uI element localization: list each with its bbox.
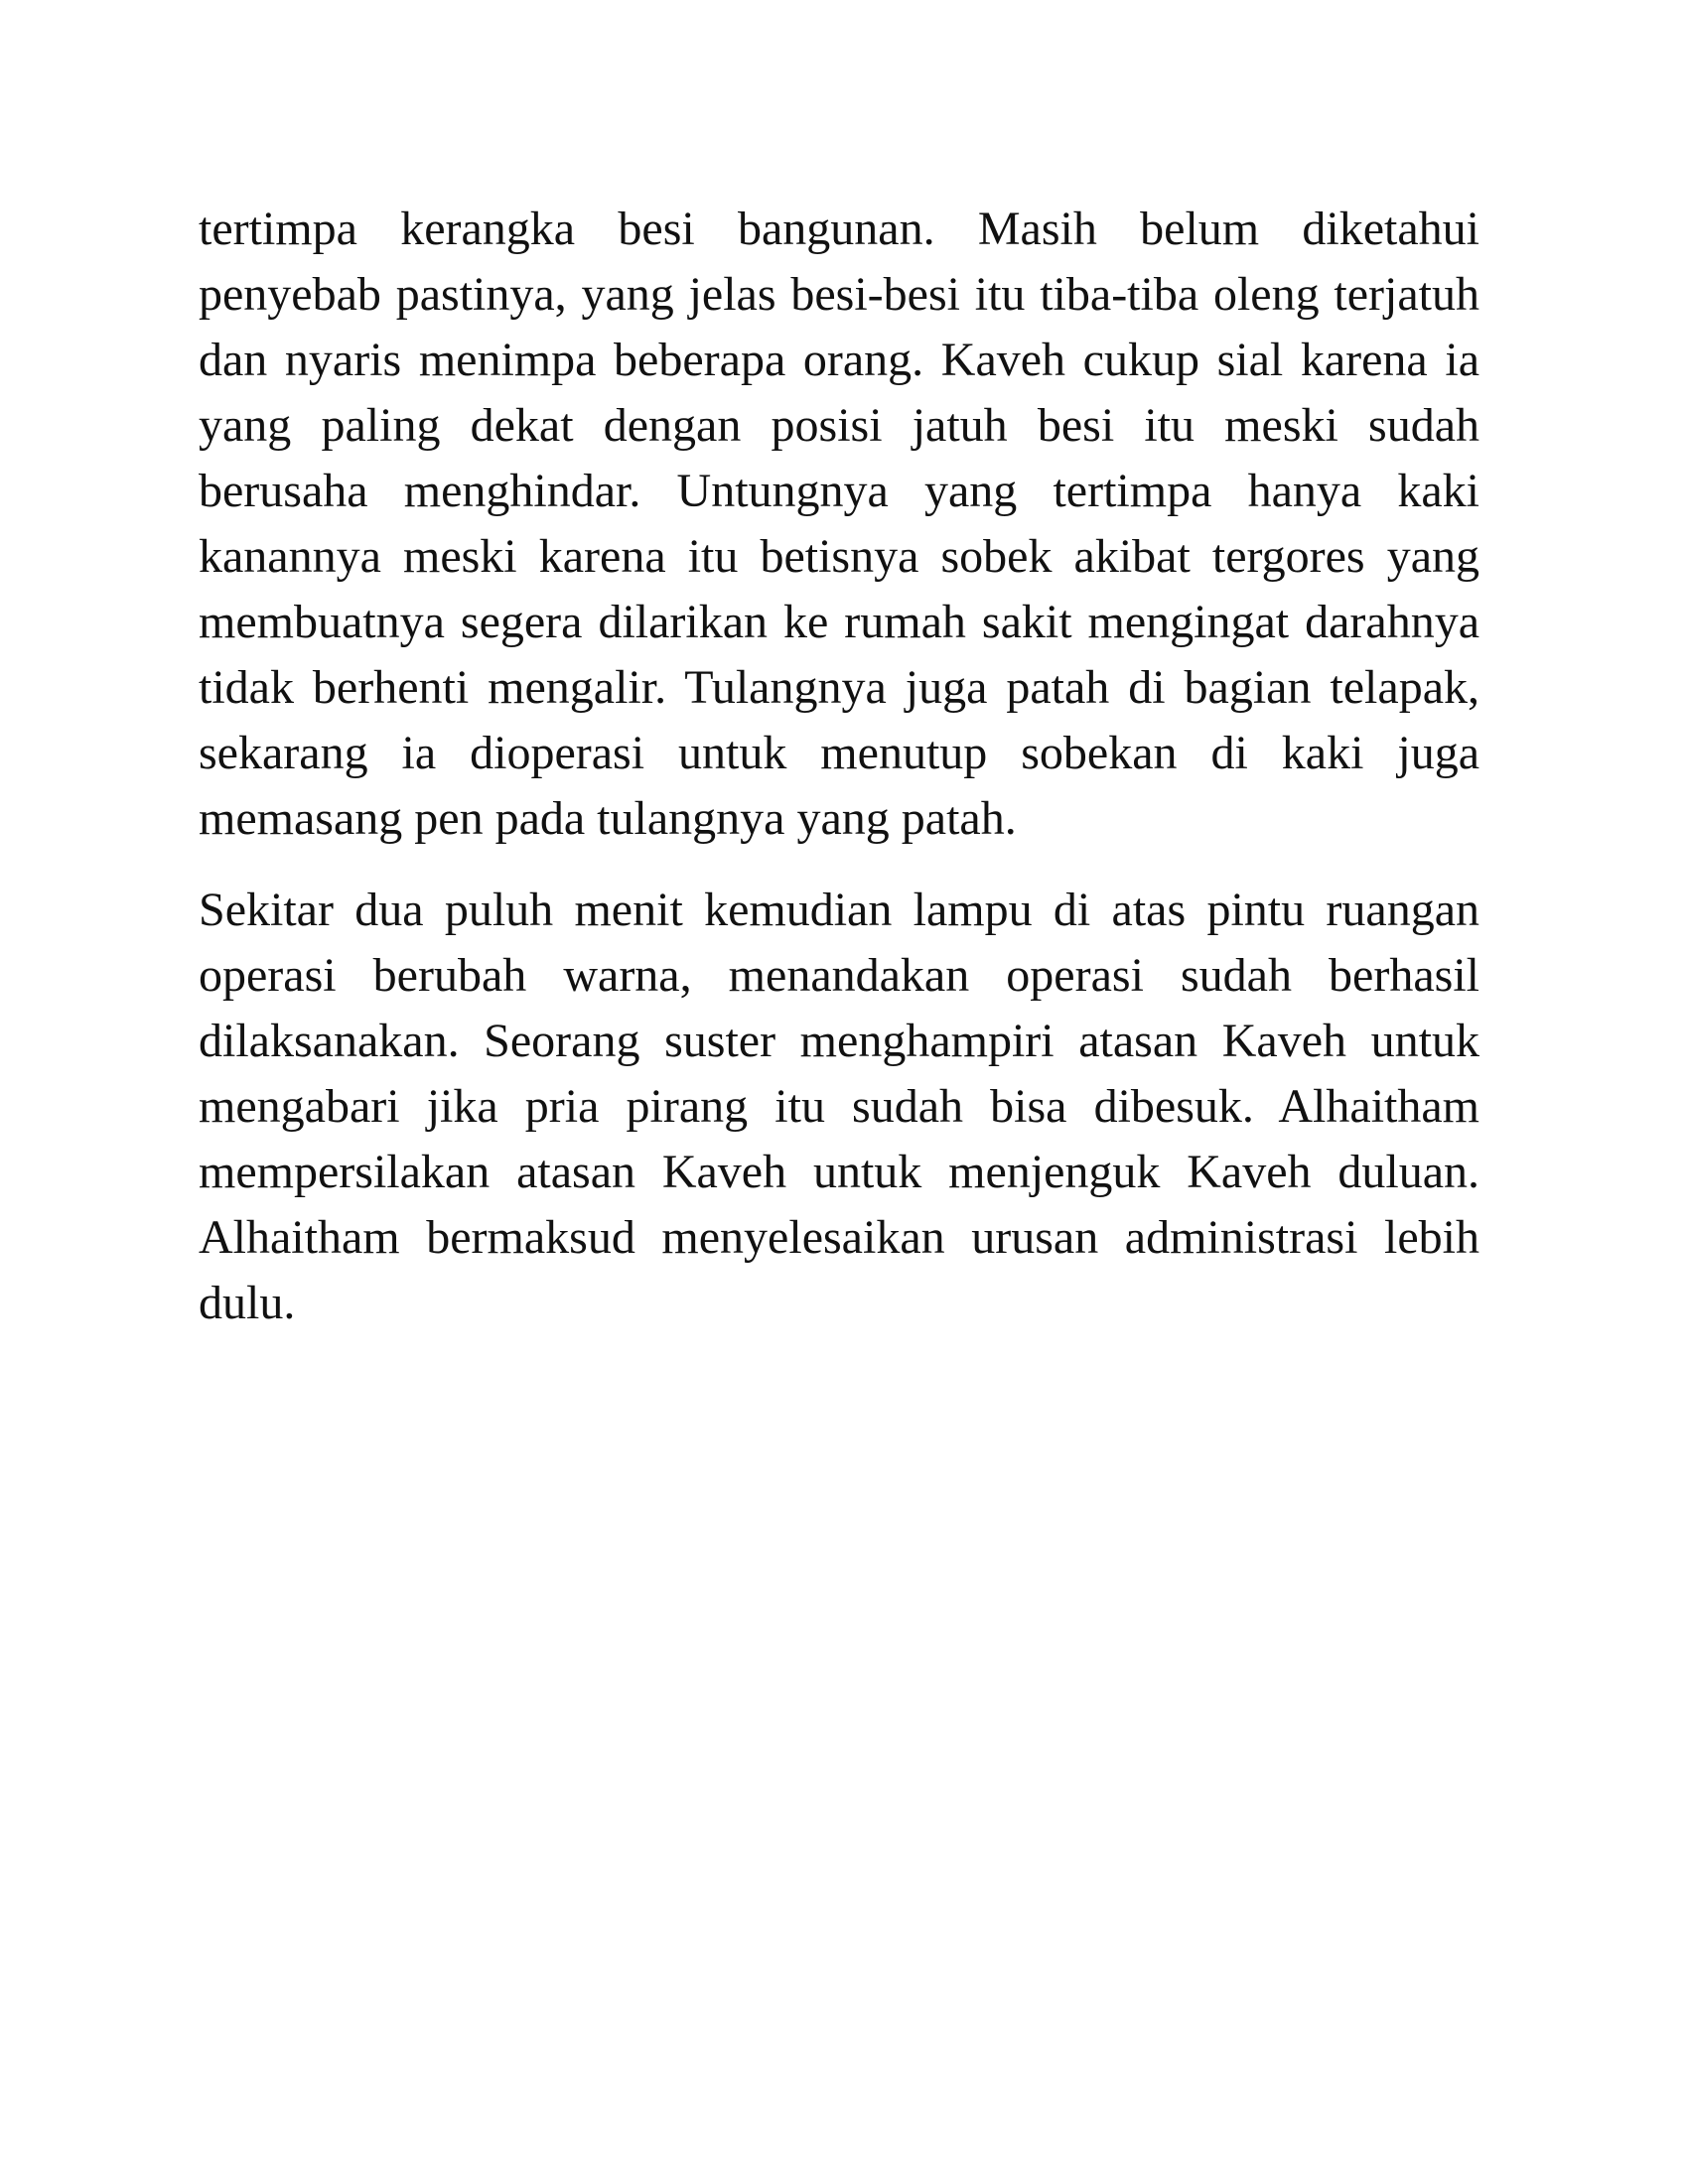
body-text <box>199 197 1479 1362</box>
paragraph-2: Sekitar dua puluh menit kemudian lampu di atas pintu ruangan operasi berubah warna, menandakan operasi sudah berhasil dilaksanakan. Seorang suster menghampiri atasan Kaveh untuk mengabari jika pria pirang itu sudah bisa dibesuk. Alhaitham mempersilakan atasan Kaveh untuk menjenguk Kaveh duluan. Alhaitham bermaksud menyelesaikan urusan administrasi lebih dulu. <box>199 884 1479 1329</box>
paragraph-1: tertimpa kerangka besi bangunan. Masih belum diketahui penyebab pastinya, yang jelas besi-besi itu tiba-tiba oleng terjatuh dan nyaris menimpa beberapa orang. Kaveh cukup sial karena ia yang paling dekat dengan posisi jatuh besi itu meski sudah berusaha menghindar. Untungnya yang tertimpa hanya kaki kanannya meski karena itu betisnya sobek akibat tergores yang membuatnya segera dilarikan ke rumah sakit mengingat darahnya tidak berhenti mengalir. Tulangnya juga patah di bagian telapak, sekarang ia dioperasi untuk menutup sobekan di kaki juga memasang pen pada tulangnya yang patah. <box>199 203 1479 845</box>
